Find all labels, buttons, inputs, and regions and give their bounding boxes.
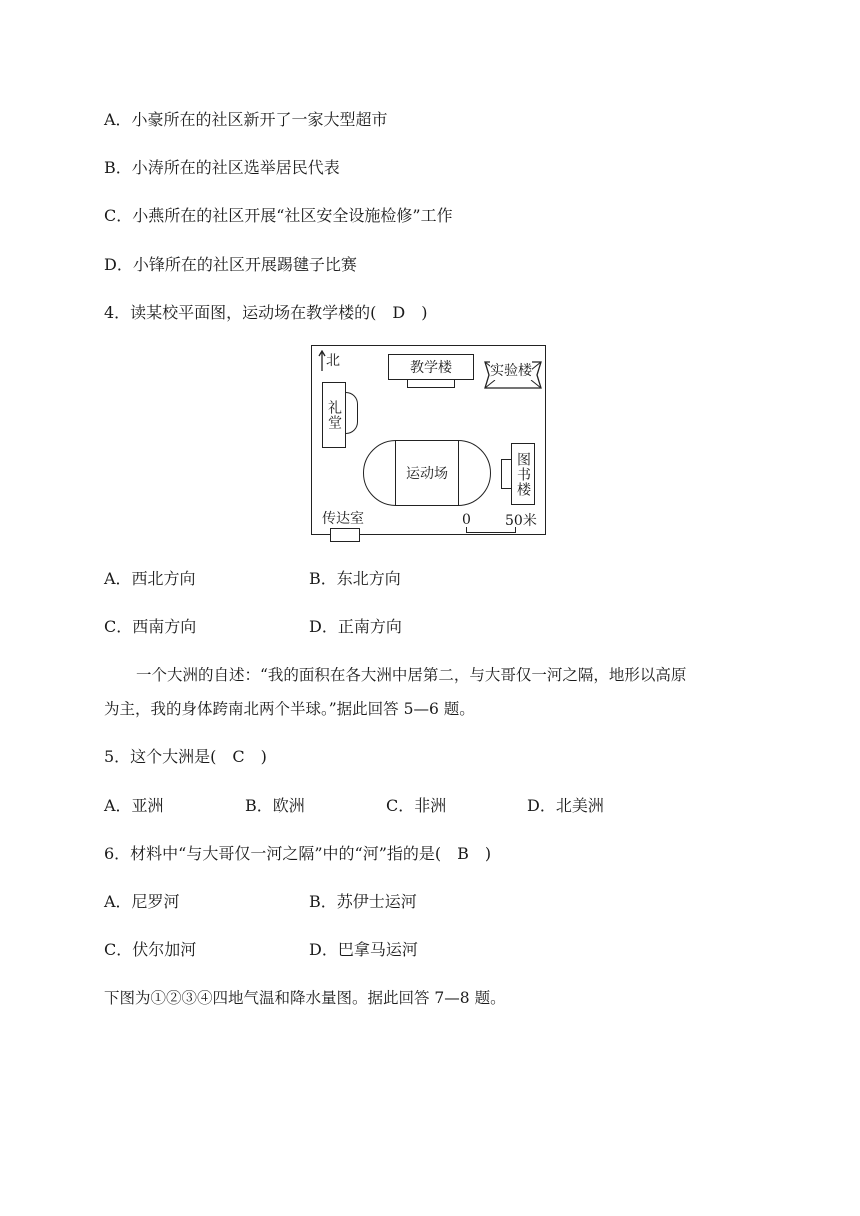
q3-option-a: A．小豪所在的社区新开了一家大型超市 (104, 110, 388, 129)
school-plan-map (311, 345, 546, 535)
scale-label: 50米 (505, 513, 537, 529)
lab-building-label: 实验楼 (490, 360, 532, 380)
q5-option-b: B．欧洲 (245, 796, 305, 815)
passage-line-2: 为主，我的身体跨南北两个半球。”据此回答 5—6 题。 (104, 700, 475, 718)
passage-line-1: 一个大洲的自述：“我的面积在各大洲中居第二，与大哥仅一河之隔，地形以高原 (136, 666, 687, 684)
q3-option-d: D．小锋所在的社区开展踢毽子比赛 (104, 255, 357, 274)
teaching-building-annex (407, 380, 455, 388)
sports-field-inner (395, 440, 459, 506)
library (511, 443, 535, 505)
q4-stem: 4．读某校平面图，运动场在教学楼的( D ) (104, 303, 428, 322)
q5-option-d: D．北美洲 (527, 796, 604, 815)
scale-zero: 0 (462, 512, 471, 528)
q3-option-b: B．小涛所在的社区选举居民代表 (104, 158, 340, 177)
q6-option-d: D．巴拿马运河 (309, 940, 418, 959)
library-label: 图书楼 (515, 451, 531, 497)
q5-option-a: A．亚洲 (104, 796, 164, 815)
auditorium-label: 礼堂 (326, 400, 342, 430)
teaching-building-label: 教学楼 (410, 360, 452, 376)
scale-bar-icon (466, 527, 516, 533)
q5-stem: 5．这个大洲是( C ) (104, 747, 267, 766)
teaching-building (388, 354, 474, 380)
auditorium (322, 382, 346, 448)
q3-option-c: C．小燕所在的社区开展“社区安全设施检修”工作 (104, 206, 453, 225)
climate-intro: 下图为①②③④四地气温和降水量图。据此回答 7—8 题。 (104, 989, 506, 1007)
gatehouse-label: 传达室 (322, 511, 364, 527)
lab-building (481, 358, 545, 392)
q6-option-c: C．伏尔加河 (104, 940, 197, 959)
q4-option-a: A．西北方向 (104, 569, 196, 588)
q4-option-c: C．西南方向 (104, 617, 197, 636)
q4-option-b: B．东北方向 (309, 569, 401, 588)
q4-option-d: D．正南方向 (309, 617, 402, 636)
sports-field-label: 运动场 (406, 466, 448, 482)
q6-option-a: A．尼罗河 (104, 892, 180, 911)
q5-option-c: C．非洲 (386, 796, 447, 815)
auditorium-apse (346, 392, 358, 434)
q6-stem: 6．材料中“与大哥仅一河之隔”中的“河”指的是( B ) (104, 844, 492, 863)
north-label: 北 (326, 353, 340, 369)
q6-option-b: B．苏伊士运河 (309, 892, 417, 911)
gatehouse (330, 528, 360, 542)
